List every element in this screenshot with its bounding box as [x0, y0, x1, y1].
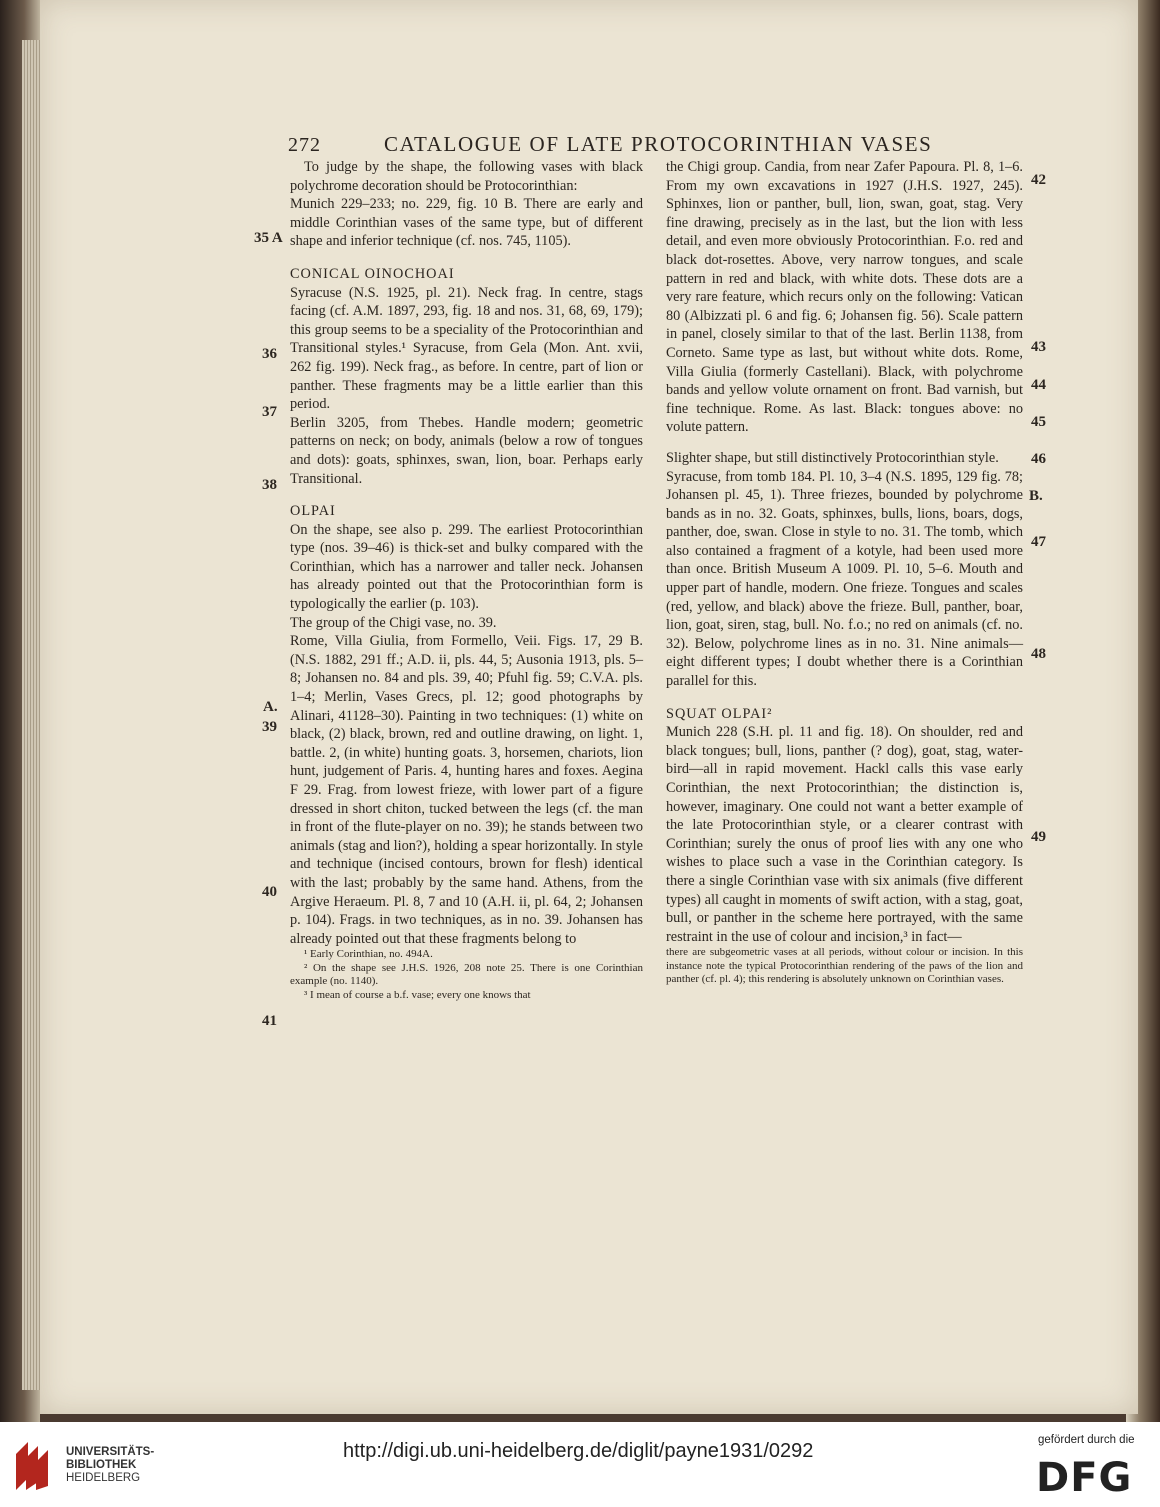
catalogue-number: 44 — [1031, 377, 1046, 393]
catalogue-number: 49 — [1031, 829, 1046, 845]
university-name-line3: HEIDELBERG — [66, 1472, 141, 1484]
catalogue-number: 39 — [262, 719, 277, 735]
catalogue-entry-42-46: the Chigi group. Candia, from near Zafer Papoura. Pl. 8, 1–6. From my own excavations in 1927 (J.H.S. 1927, 245). Sphinxes, lion or panther, bull, lion, swan, goat, stag. Very fine drawing, precisely as in the last, but the lion with less detail, and even more obviously Protocorinthian. F.o. red and black dot-rosettes. Above, very narrow tongues, and scale pattern in red and black, with white dots. These dots are a very rare feature, which recurs only on the following: Vatican 80 (Albizzati pl. 6 and fig. 6; Johansen fig. 56). Scale pattern in panel, closely similar to that of the last. Berlin 1138, from Corneto. Same type as last, but without white dots. Rome, Villa Giulia (formerly Castellani). Black, with polychrome bands and yellow volute ornament on front. Bad varnish, but fine technique. Rome. As last. Black: tongues above: no volute pattern. — [666, 159, 1023, 436]
catalogue-number: 40 — [262, 884, 277, 900]
left-column — [290, 158, 643, 1002]
catalogue-number: 37 — [262, 404, 277, 420]
footnote-2: ² On the shape see J.H.S. 1926, 208 note 25. There is one Corinthian example (no. 1140). — [290, 961, 643, 988]
permalink-url[interactable]: http://digi.ub.uni-heidelberg.de/diglit/payne1931/0292 — [343, 1440, 814, 1462]
university-name — [66, 1446, 154, 1485]
right-column — [666, 158, 1023, 987]
catalogue-number: 47 — [1031, 534, 1046, 550]
catalogue-number: 45 — [1031, 414, 1046, 430]
funded-by-label: gefördert durch die — [1038, 1434, 1135, 1446]
group-b-heading: Slighter shape, but still distinctively Protocorinthian style. — [666, 449, 999, 466]
olpai-intro: On the shape, see also p. 299. The earliest Protocorinthian type (nos. 39–46) is thick-set and bulky compared with the Corinthian, which has a narrower and taller neck. Johansen has already pointed out that the Protocorinthian form is typologically the earlier (p. 103). — [290, 521, 643, 613]
catalogue-number: 41 — [262, 1013, 277, 1029]
footnote-continuation: there are subgeometric vases at all periods, without colour or incision. In this instance note the typical Protocorinthian rendering of the paws of the lion and panther (cf. pl. 4); this rendering is absolutely unknown on Corinthian vases. — [666, 946, 1023, 986]
university-logo-icon — [12, 1436, 56, 1494]
footnote-1: ¹ Early Corinthian, no. 494A. — [304, 948, 433, 961]
group-a-heading: The group of the Chigi vase, no. 39. — [290, 614, 497, 631]
viewer-footer — [0, 1422, 1160, 1507]
section-heading-squat-olpai: SQUAT OLPAI² — [666, 705, 773, 722]
catalogue-number: B. — [1029, 488, 1043, 504]
page-number: 272 — [288, 134, 321, 156]
section-heading-oinochoai: CONICAL OINOCHOAI — [290, 265, 455, 282]
catalogue-entry-38: Berlin 3205, from Thebes. Handle modern; geometric patterns on neck; on body, animals (below a row of tongues and dots): goats, sphinxes, swan, lion, boar. Perhaps early Transitional. — [290, 414, 643, 487]
running-head: CATALOGUE OF LATE PROTOCORINTHIAN VASES — [384, 132, 933, 156]
catalogue-entry-36-37: Syracuse (N.S. 1925, pl. 21). Neck frag. In centre, stags facing (cf. A.M. 1897, 293, fig. 18 and nos. 31, 68, 69, 179); this group seems to be a speciality of the Protocorinthian and Transitional styles.¹ Syracuse, from Gela (Mon. Ant. xvii, 262 fig. 199). Neck frag., as before. In centre, part of lion or panther. These fragments may be a little earlier than this period. — [290, 284, 643, 413]
footnote-3: ³ I mean of course a b.f. vase; every one knows that — [304, 988, 531, 1001]
section-heading-olpai: OLPAI — [290, 503, 336, 520]
catalogue-number: 42 — [1031, 172, 1046, 188]
catalogue-number: 43 — [1031, 339, 1046, 355]
catalogue-entry-47-48: Syracuse, from tomb 184. Pl. 10, 3–4 (N.S. 1895, 129 fig. 78; Johansen pl. 45, 1). Three friezes, bounded by polychrome bands as in no. 32. Goats, sphinxes, bulls, lions, boars, dogs, panther, doe, swan. Close in style to no. 31. The tomb, which also contained a fragment of a kotyle, had been used more than once. British Museum A 1009. Pl. 10, 5–6. Mouth and upper part of handle, modern. One frieze. Tongues and scales (red, yellow, and black) above the frieze. Bull, panther, boar, lion, goat, siren, stag, bull. No. f.o.; no red on animals (cf. no. 32). Below, polychrome lines as in no. 31. Nine animals—eight different types; I doubt whether there is a Corinthian parallel for this. — [666, 468, 1023, 690]
catalogue-number: 48 — [1031, 646, 1046, 662]
catalogue-entry-49: Munich 228 (S.H. pl. 11 and fig. 18). On shoulder, red and black tongues; bull, lions, panther (? dog), goat, stag, water-bird—all in rapid movement. Hackl calls this vase early Corinthian, the next Protocorinthian; the distinction is, however, imaginary. One could not want a better example of the late Protocorinthian style, or a clearer contrast with Corinthian; surely the onus of proof lies with any one who wishes to place such a vase in the Corinthian category. Is there a single Corinthian vase with six animals (five different types) all caught in moments of swift action, with a stag, goat, bull, or panther in the scheme here portrayed, with the same restraint in the use of colour and incision,³ in fact— — [666, 724, 1023, 945]
catalogue-number: 36 — [262, 346, 277, 362]
catalogue-entry-35: Munich 229–233; no. 229, fig. 10 B. There are early and middle Corinthian vases of the same type, but of different shape and inferior technique (cf. nos. 745, 1105). — [290, 196, 643, 250]
catalogue-number: 46 — [1031, 451, 1046, 467]
dfg-logo: DFG — [1036, 1455, 1133, 1501]
university-name-line2: BIBLIOTHEK — [66, 1459, 137, 1471]
intro-paragraph: To judge by the shape, the following vases with black polychrome decoration should be Protocorinthian: — [290, 159, 643, 194]
catalogue-entry-39-41: Rome, Villa Giulia, from Formello, Veii. Figs. 17, 29 B. (N.S. 1882, 291 ff.; A.D. ii, pls. 44, 5; Ausonia 1913, pls. 5–8; Johansen no. 84 and pls. 39, 40; Pfuhl fig. 59; C.V.A. pls. 1–4; Merlin, Vases Grecs, pl. 12; good photographs by Alinari, 41128–30). Painting in two techniques: (1) white on black, (2) black, brown, red and outline drawing, on light. 1, battle. 2, (in white) hunting goats. 3, horsemen, chariots, lion hunt, judgement of Paris. 4, hunting hares and foxes. Aegina F 29. Frag. from lowest frieze, with lower part of a figure dressed in short chiton, tucked between the legs (cf. the man in front of the flute-player on no. 39); he stands between two animals (stag and lion?), holding a spear horizontally. In style and technique (incised contours, brown for flesh) identical with the last; probably by the same hand. Athens, from the Argive Heraeum. Pl. 8, 7 and 10 (A.H. ii, pl. 64, 2; Johansen p. 104). Frags. in two techniques, as in no. 39. Johansen has already pointed out that these fragments belong to — [290, 633, 643, 947]
catalogue-number: 38 — [262, 477, 277, 493]
university-name-line1: UNIVERSITÄTS- — [66, 1446, 155, 1458]
catalogue-number: 35 A — [254, 230, 283, 246]
catalogue-number: A. — [263, 699, 278, 715]
